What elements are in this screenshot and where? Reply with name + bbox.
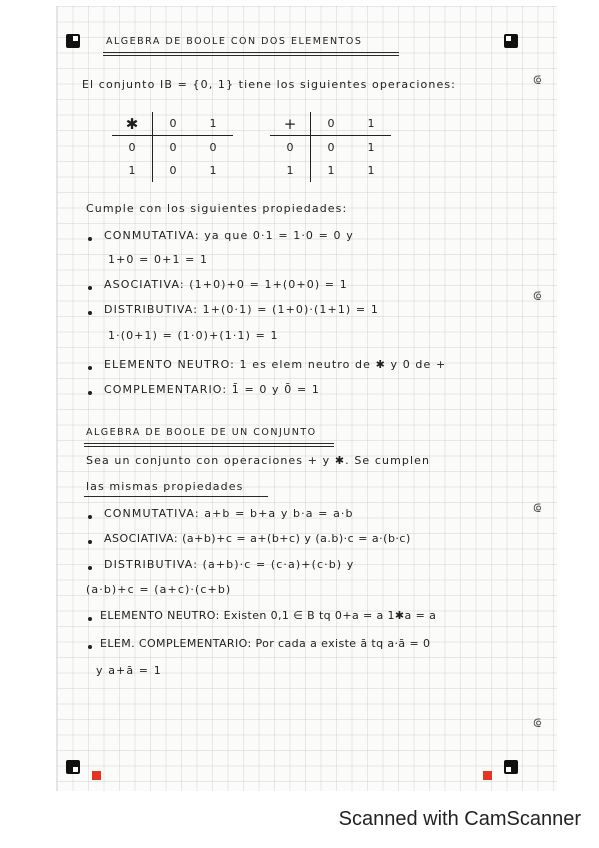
section-title-two-elements: ALGEBRA DE BOOLE CON DOS ELEMENTOS (106, 36, 363, 47)
bullet-dot (88, 566, 92, 570)
bullet-dot (88, 645, 92, 649)
table-row-label: 0 (270, 136, 311, 160)
table-operator: ✱ (112, 112, 153, 136)
property-line: y a+ā = 1 (96, 664, 162, 677)
title-underline (84, 443, 334, 444)
table-operator: + (270, 112, 311, 136)
corner-marker-bottom-right (504, 760, 518, 774)
set-intro-line: las mismas propiedades (86, 480, 244, 493)
corner-marker-top-right (504, 34, 518, 48)
table-cell: 1 (209, 164, 217, 177)
bullet-dot (88, 391, 92, 395)
title-underline (103, 55, 399, 56)
table-cell: 1 (367, 164, 375, 177)
bullet-dot (88, 311, 92, 315)
plus-operation-table (270, 112, 391, 182)
table-header-cell: 1 (351, 112, 391, 136)
property-line: (a·b)+c = (a+c)·(c+b) (86, 583, 232, 596)
section-title-set: ALGEBRA DE BOOLE DE UN CONJUNTO (86, 427, 317, 438)
table-cell: 0 (169, 141, 177, 154)
property-line: ELEM. COMPLEMENTARIO: Por cada a existe ā tq a·ā = 0 (100, 637, 431, 650)
property-line: CONMUTATIVA: a+b = b+a y b·a = a·b (104, 507, 354, 520)
table-header-cell: 0 (311, 112, 352, 136)
margin-hook-mark: ⟃ (533, 288, 542, 304)
red-scan-dot-right (483, 771, 492, 780)
bullet-dot (88, 366, 92, 370)
property-line: ASOCIATIVA: (a+b)+c = a+(b+c) y (a.b)·c = a·(b·c) (104, 532, 411, 545)
bullet-dot (88, 237, 92, 241)
properties-intro: Cumple con los siguientes propiedades: (86, 202, 348, 215)
property-line: ELEMENTO NEUTRO: Existen 0,1 ∈ B tq 0+a = a 1✱a = a (100, 609, 437, 622)
bullet-dot (88, 540, 92, 544)
table-row-label: 0 (112, 136, 153, 160)
title-underline (84, 446, 334, 447)
camscanner-footer: Scanned with CamScanner (338, 808, 581, 830)
property-line: CONMUTATIVA: ya que 0·1 = 1·0 = 0 y (104, 229, 354, 242)
property-line: ASOCIATIVA: (1+0)+0 = 1+(0+0) = 1 (104, 278, 348, 291)
red-scan-dot-left (92, 771, 101, 780)
intro-text: El conjunto IB = {0, 1} tiene los siguientes operaciones: (82, 78, 456, 91)
table-header-cell: 0 (153, 112, 194, 136)
table-header-cell: 1 (193, 112, 233, 136)
margin-hook-mark: ⟃ (533, 500, 542, 516)
underline (84, 496, 268, 497)
corner-marker-top-left (66, 34, 80, 48)
margin-hook-mark: ⟃ (533, 72, 542, 88)
property-line: 1·(0+1) = (1·0)+(1·1) = 1 (108, 329, 279, 342)
margin-hook-mark: ⟃ (533, 715, 542, 731)
star-operation-table (112, 112, 233, 182)
table-cell: 1 (327, 164, 335, 177)
property-line: DISTRIBUTIVA: (a+b)·c = (c·a)+(c·b) y (104, 558, 355, 571)
property-line: 1+0 = 0+1 = 1 (108, 253, 209, 266)
table-cell: 1 (367, 141, 375, 154)
corner-marker-bottom-left (66, 760, 80, 774)
table-cell: 0 (209, 141, 217, 154)
bullet-dot (88, 617, 92, 621)
table-row-label: 1 (112, 159, 153, 182)
table-cell: 0 (169, 164, 177, 177)
property-line: COMPLEMENTARIO: 1̄ = 0 y 0̄ = 1 (104, 383, 320, 396)
property-line: ELEMENTO NEUTRO: 1 es elem neutro de ✱ y 0 de + (104, 358, 447, 371)
set-intro-line: Sea un conjunto con operaciones + y ✱. Se cumplen (86, 454, 431, 467)
property-line: DISTRIBUTIVA: 1+(0·1) = (1+0)·(1+1) = 1 (104, 303, 379, 316)
title-underline (103, 52, 399, 53)
bullet-dot (88, 286, 92, 290)
bullet-dot (88, 515, 92, 519)
table-cell: 0 (327, 141, 335, 154)
table-row-label: 1 (270, 159, 311, 182)
